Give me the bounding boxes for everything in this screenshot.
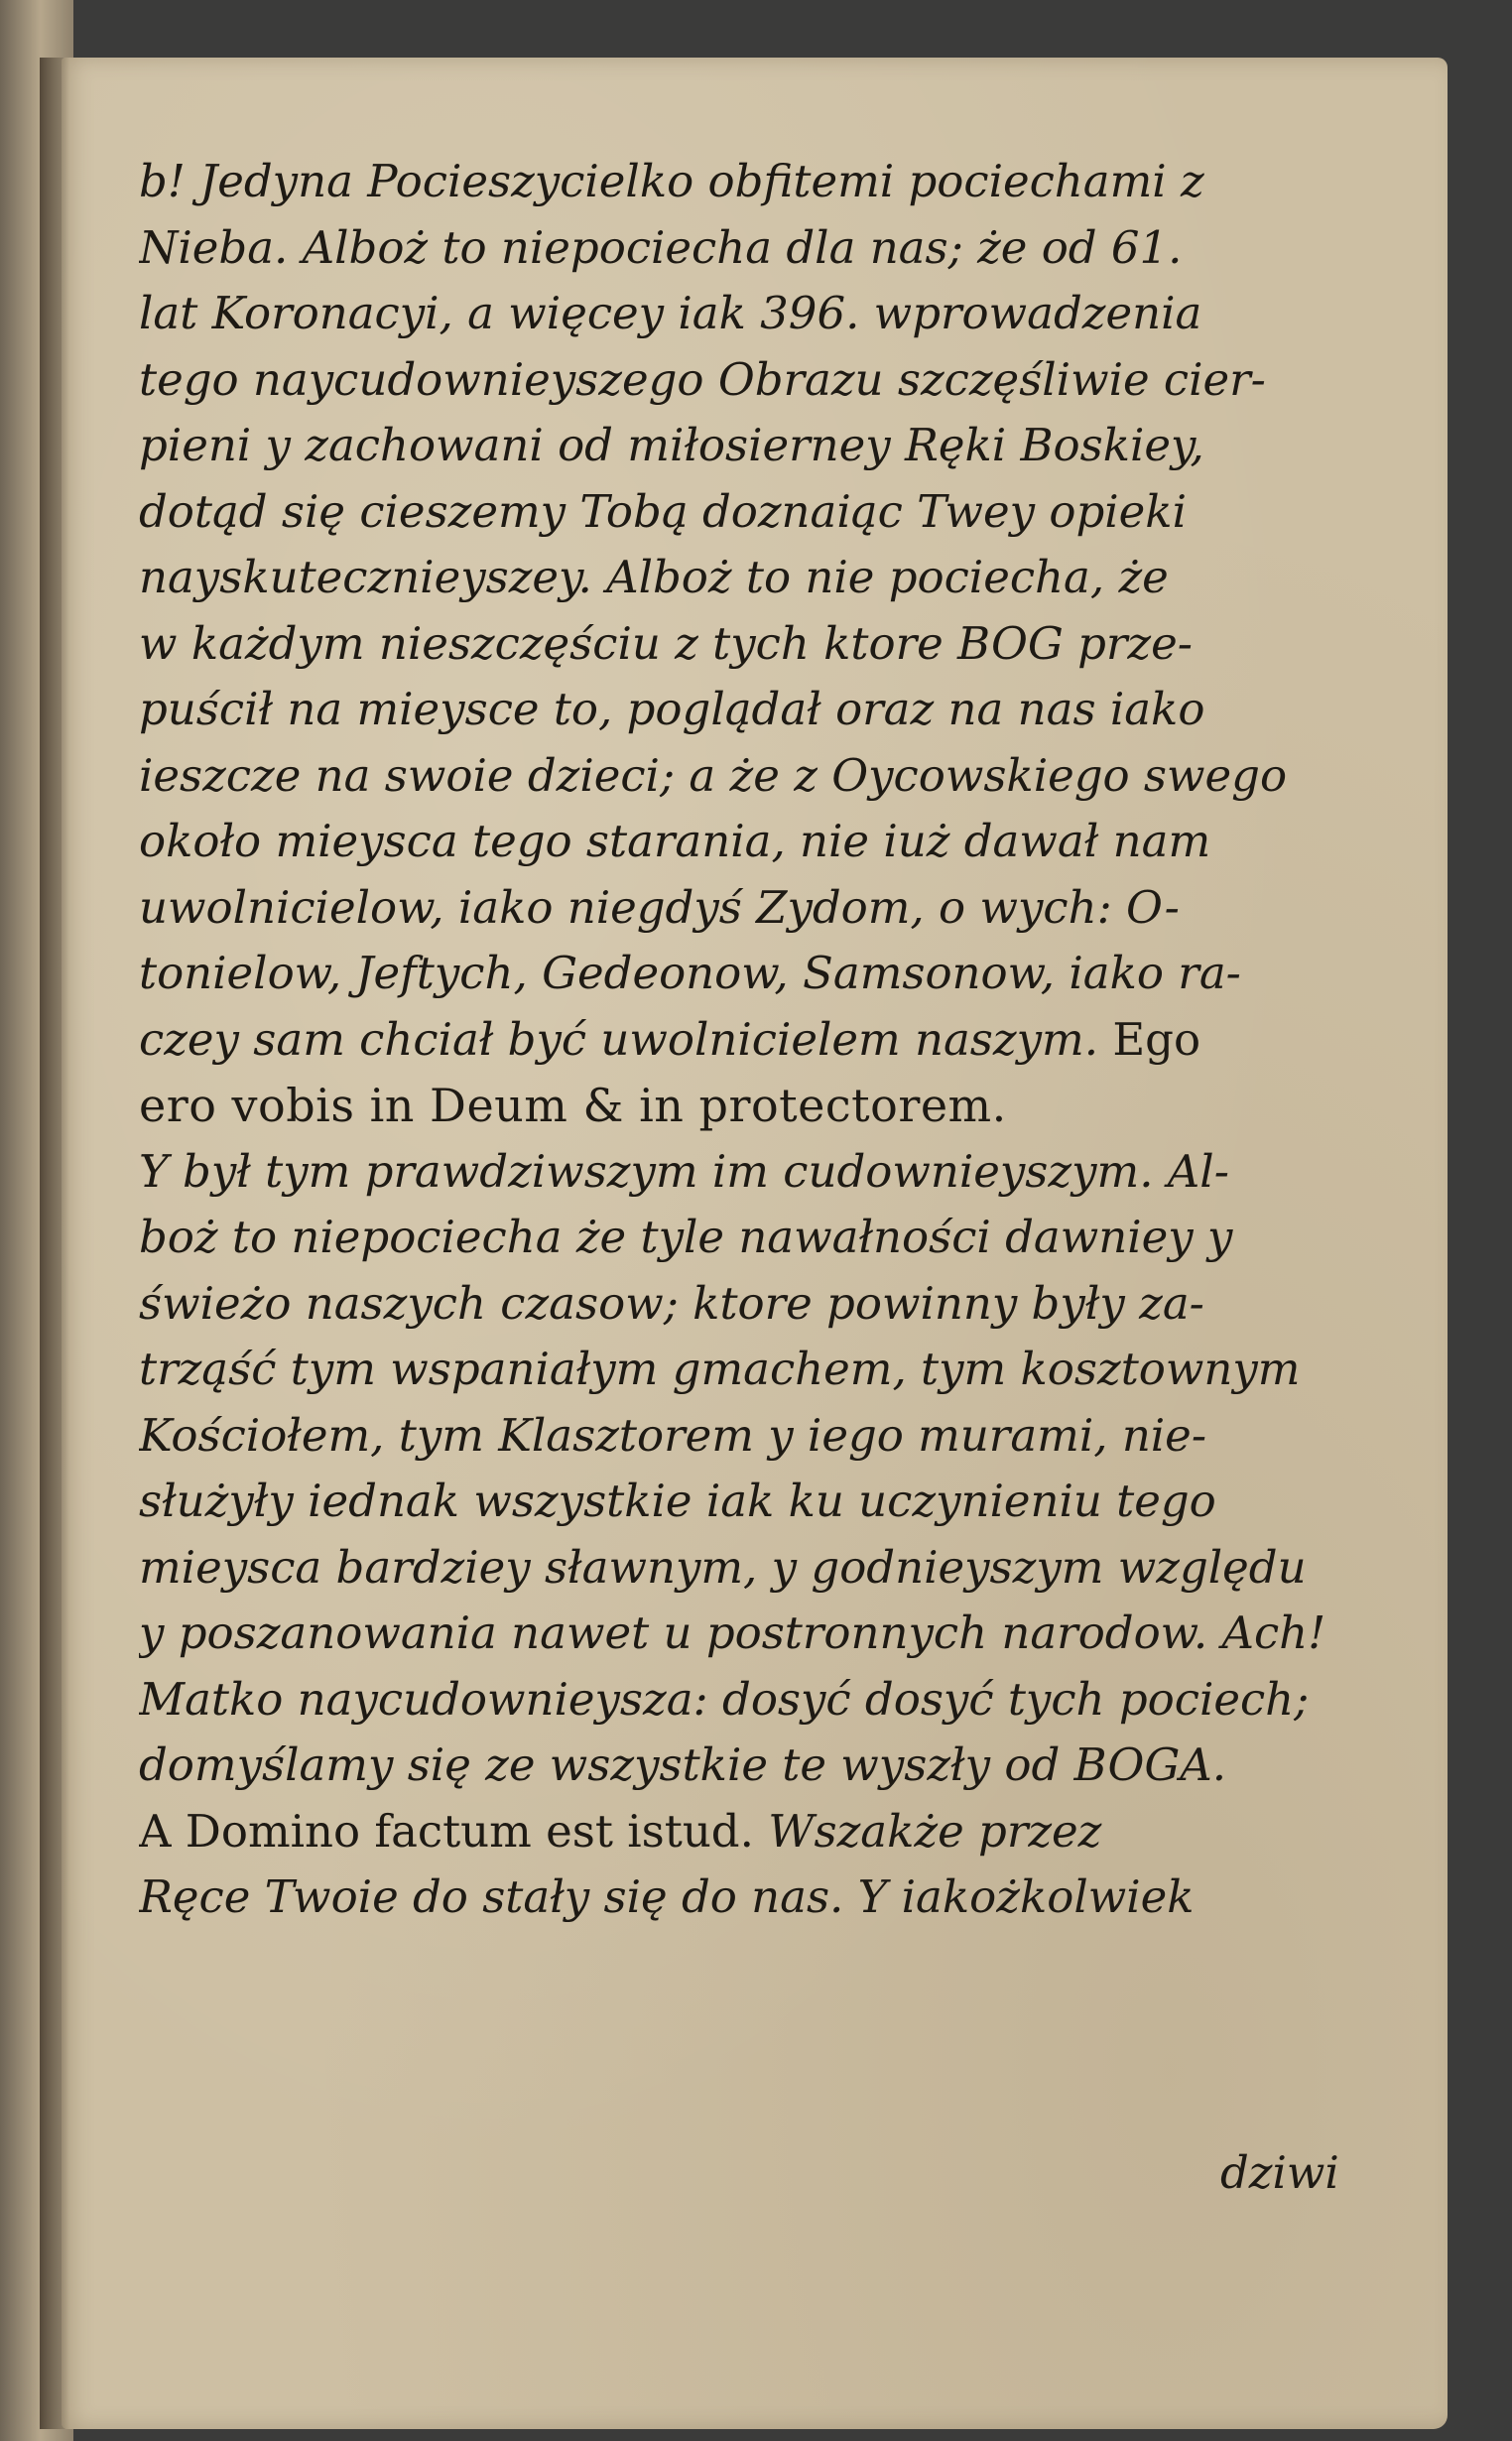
text-line: y poszanowania nawet u postronnych narodow. Ach! xyxy=(139,1606,1326,1659)
text-line: boż to niepociecha że tyle nawałności dawniey y xyxy=(139,1211,1233,1263)
text-line: Nieba. Alboż to niepociecha dla nas; że od 61. xyxy=(139,220,1183,274)
text-line: Kościołem, tym Klasztorem y iego murami, nie- xyxy=(139,1408,1207,1462)
text-line: Matko naycudownieysza: dosyć dosyć tych pociech; xyxy=(139,1672,1310,1726)
text-line: b! Jedyna Pocieszycielko obfitemi pociechami z xyxy=(139,155,1204,207)
text-line: mieysca bardziey sławnym, y godnieyszym względu xyxy=(139,1540,1307,1594)
text-line: tego naycudownieyszego Obrazu szczęśliwie cier- xyxy=(139,352,1266,406)
text-line: Ręce Twoie do stały się do nas. Y iakożkolwiek xyxy=(139,1870,1195,1923)
text-line: Y był tym prawdziwszym im cudownieyszym. Al- xyxy=(139,1144,1229,1198)
text-line: nayskutecznieyszey. Alboż to nie pociecha, że xyxy=(139,551,1169,603)
text-segment: Wszakże przez xyxy=(768,1804,1102,1858)
text-segment: czey sam chciał być uwolnicielem naszym. xyxy=(139,1012,1098,1066)
text-line: pieni y zachowani od miłosierney Ręki Boskiey, xyxy=(139,419,1204,471)
text-line: świeżo naszych czasow; ktore powinny były za- xyxy=(139,1276,1204,1330)
text-line: w każdym nieszczęściu z tych ktore BOG prze- xyxy=(139,616,1193,670)
text-line: puścił na mieysce to, poglądał oraz na nas iako xyxy=(139,683,1205,735)
text-line: trząść tym wspaniałym gmachem, tym kosztownym xyxy=(139,1343,1301,1395)
text-line: uwolnicielow, iako niegdyś Zydom, o wych: O- xyxy=(139,880,1180,934)
text-line: służyły iednak wszystkie iak ku uczynieniu tego xyxy=(139,1475,1216,1527)
text-line: domyślamy się ze wszystkie te wyszły od BOGA. xyxy=(139,1738,1227,1791)
text-line: lat Koronacyi, a więcey iak 396. wprowadzenia xyxy=(139,287,1202,339)
text-line: około mieysca tego starania, nie iuż dawał nam xyxy=(139,815,1211,867)
text-line: tonielow, Jeftych, Gedeonow, Samsonow, iako ra- xyxy=(139,947,1241,999)
text-line: ieszcze na swoie dzieci; a że z Oycowskiego swego xyxy=(139,748,1288,802)
page-text xyxy=(139,149,1339,1931)
latin-line: ero vobis in Deum & in protectorem. xyxy=(139,1079,1007,1132)
latin-phrase: A Domino factum est istud. xyxy=(139,1804,754,1858)
text-line: dotąd się cieszemy Tobą doznaiąc Twey opieki xyxy=(139,484,1187,538)
gutter-shadow xyxy=(40,58,69,2429)
catchword: dziwi xyxy=(1220,2146,1339,2199)
text-line-with-latin xyxy=(139,1007,1339,1074)
text-line-with-latin xyxy=(139,1799,1339,1865)
latin-word: Ego xyxy=(1112,1012,1201,1066)
